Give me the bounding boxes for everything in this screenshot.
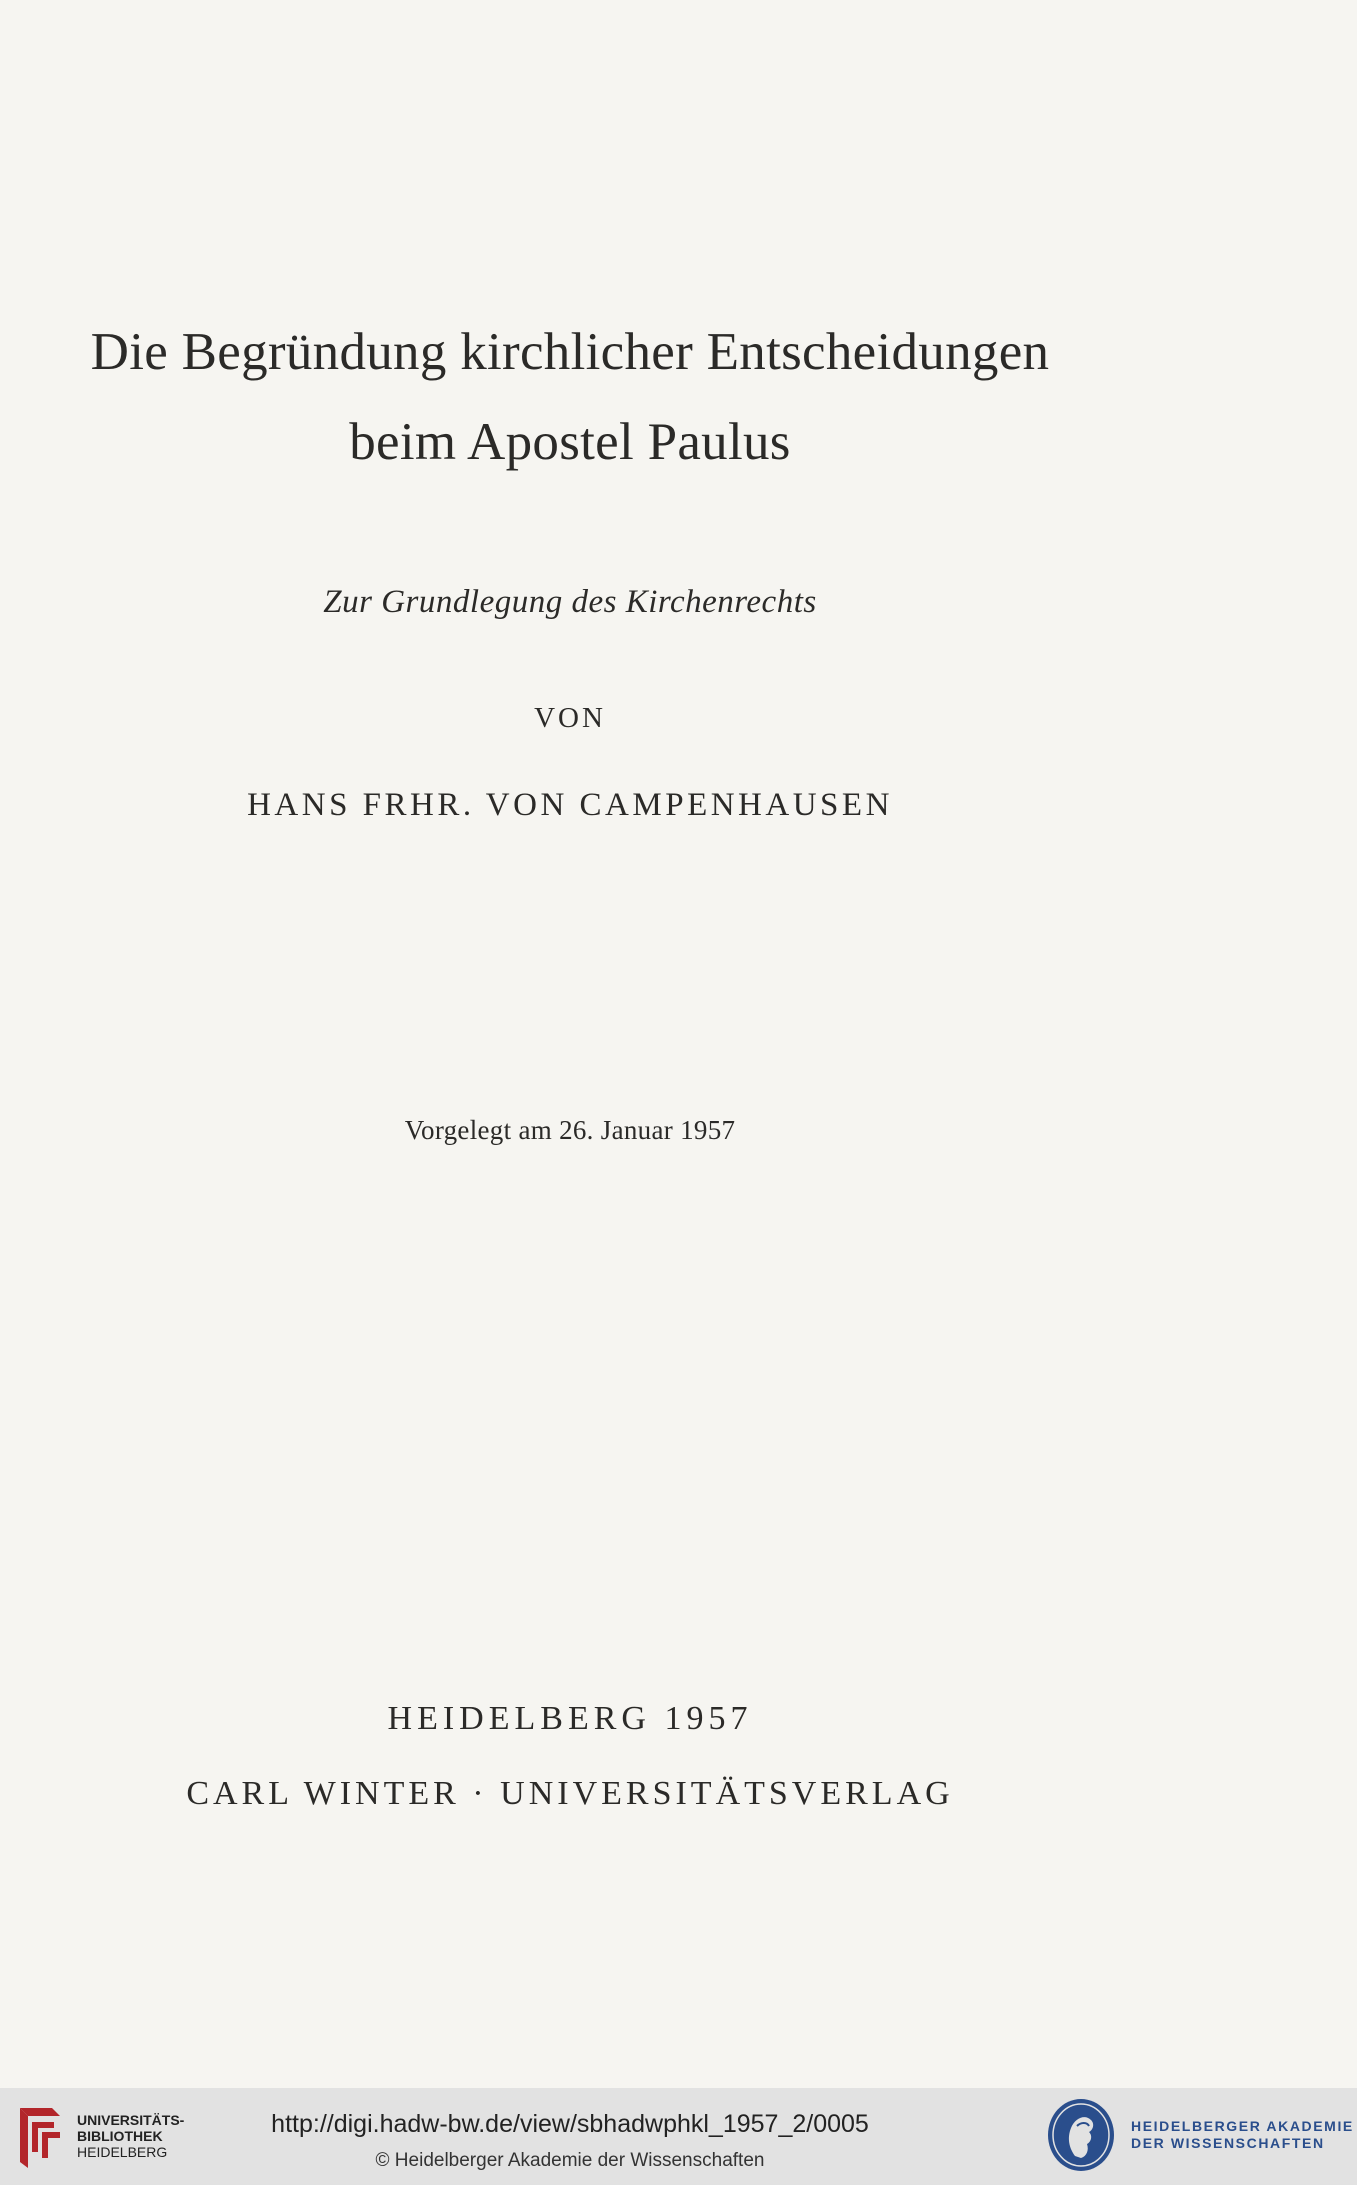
academy-name-line-2: DER WISSENSCHAFTEN — [1131, 2135, 1325, 2151]
subtitle: Zur Grundlegung des Kirchenrechts — [323, 584, 817, 620]
place-and-year: HEIDELBERG 1957 — [387, 1700, 753, 1737]
title-line-2: beim Apostel Paulus — [349, 413, 791, 471]
library-name-line-3: HEIDELBERG — [77, 2144, 168, 2160]
by-label: VON — [534, 702, 606, 734]
author-name: HANS FRHR. VON CAMPENHAUSEN — [247, 787, 893, 823]
copyright-notice: © Heidelberger Akademie der Wissenschaften — [375, 2150, 765, 2171]
presentation-date: Vorgelegt am 26. Januar 1957 — [404, 1115, 736, 1145]
academy-name[interactable] — [1131, 2118, 1354, 2152]
library-name-line-2: BIBLIOTHEK — [77, 2128, 163, 2144]
library-name-line-1: UNIVERSITÄTS- — [77, 2112, 185, 2128]
academy-seal-icon[interactable] — [1045, 2096, 1117, 2174]
academy-name-line-1: HEIDELBERGER AKADEMIE — [1131, 2118, 1354, 2134]
digitization-footer — [0, 2088, 1357, 2185]
title-line-1: Die Begründung kirchlicher Entscheidungen — [90, 323, 1050, 381]
source-url-link[interactable]: http://digi.hadw-bw.de/view/sbhadwphkl_1957_2/0005 — [271, 2110, 869, 2138]
publisher: CARL WINTER · UNIVERSITÄTSVERLAG — [186, 1775, 954, 1812]
